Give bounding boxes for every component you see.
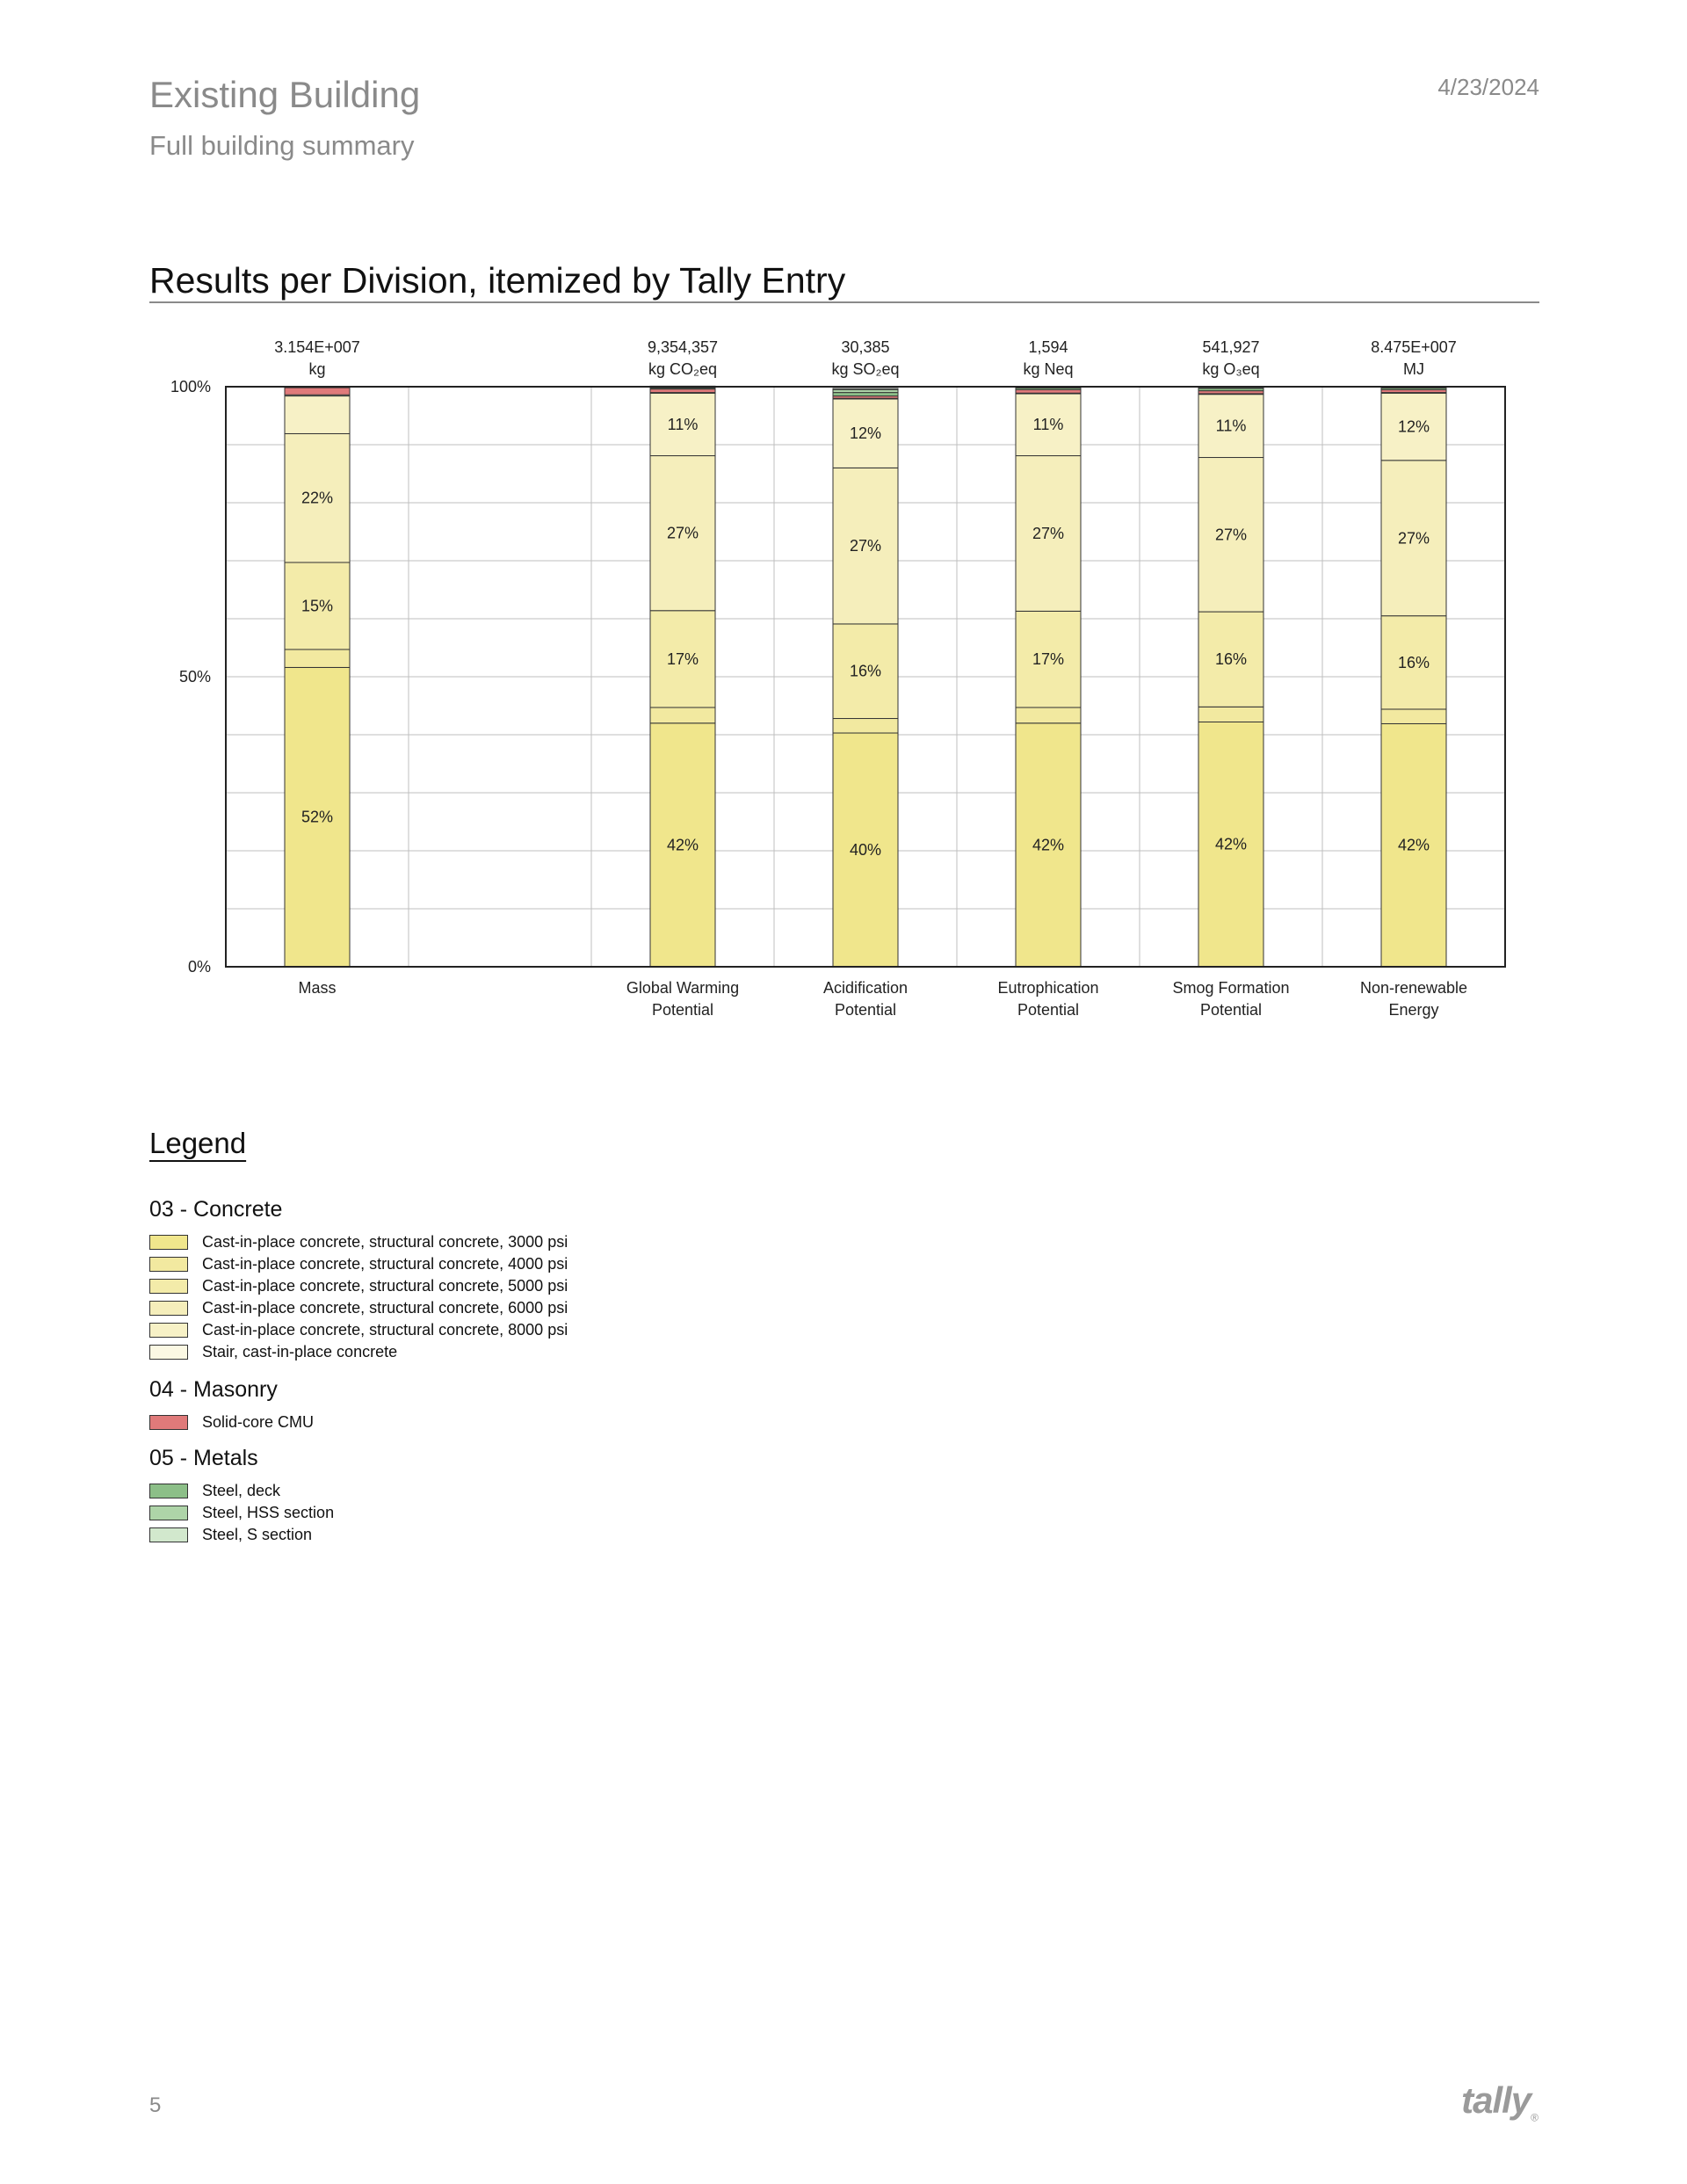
bar-data-label: 42% (1032, 836, 1065, 854)
legend-label: Cast-in-place concrete, structural concrete, 3000 psi (202, 1233, 568, 1251)
bar-segment (285, 649, 350, 667)
legend-item (149, 1341, 568, 1363)
legend-item (149, 1480, 334, 1502)
legend-swatch (149, 1484, 188, 1498)
legend-label: Cast-in-place concrete, structural concrete, 5000 psi (202, 1277, 568, 1295)
category-label: Potential (651, 1001, 714, 1019)
bar-data-label: 42% (666, 836, 699, 854)
legend-label: Cast-in-place concrete, structural concrete, 4000 psi (202, 1255, 568, 1273)
legend-item (149, 1297, 568, 1319)
category-total: 1,594 (1028, 338, 1068, 356)
bar-segment (1381, 709, 1446, 724)
report-subtitle: Full building summary (149, 130, 415, 161)
bar-segment (650, 707, 715, 723)
bar-segment (1016, 389, 1081, 393)
bar-data-label: 27% (666, 524, 699, 542)
bar-segment (650, 389, 715, 393)
bar-segment (833, 719, 898, 734)
category-total: 8.475E+007 (1371, 338, 1457, 356)
registered-mark: ® (1531, 2111, 1538, 2124)
bar-segment (833, 388, 898, 389)
legend-group-metals (149, 1446, 334, 1546)
bar-segment (1016, 707, 1081, 723)
category-unit: MJ (1403, 360, 1424, 378)
legend-swatch (149, 1279, 188, 1294)
y-tick-label: 50% (178, 668, 211, 686)
bar-data-label: 27% (1032, 524, 1065, 542)
bar-data-label: 27% (1214, 526, 1248, 544)
section-title: Results per Division, itemized by Tally Entry (149, 260, 846, 301)
legend-title: Legend (149, 1127, 247, 1159)
bar-data-label: 52% (300, 808, 334, 826)
logo-text: tally (1461, 2079, 1531, 2121)
bar-data-label: 11% (667, 415, 699, 433)
legend-swatch (149, 1235, 188, 1250)
bar-segment (1198, 707, 1263, 722)
bar-data-label: 17% (666, 649, 699, 668)
legend-swatch (149, 1323, 188, 1338)
category-total: 541,927 (1202, 338, 1260, 356)
report-date: 4/23/2024 (1437, 74, 1539, 100)
category-label: Acidification (822, 979, 909, 997)
page-number: 5 (149, 2093, 162, 2117)
legend-swatch (149, 1345, 188, 1360)
bar-data-label: 16% (849, 662, 882, 680)
report-title: Existing Building (149, 74, 421, 115)
bar-data-label: 42% (1397, 836, 1430, 854)
legend-item (149, 1319, 568, 1341)
bar-data-label: 12% (849, 424, 882, 443)
category-unit: kg Neq (1023, 360, 1074, 378)
legend-swatch (149, 1257, 188, 1272)
bar-segment (833, 393, 898, 396)
bar-data-label: 12% (1397, 417, 1430, 436)
bar-data-label: 22% (300, 489, 334, 507)
tally-logo (1461, 2079, 1538, 2123)
legend-group-title: 05 - Metals (149, 1446, 258, 1470)
bar-segment (285, 396, 350, 434)
legend-item (149, 1524, 334, 1546)
category-label: Potential (1017, 1001, 1080, 1019)
legend-label: Steel, deck (202, 1482, 281, 1499)
legend-group-title: 03 - Concrete (149, 1197, 283, 1222)
bar-data-label: 40% (849, 841, 882, 860)
y-tick-label: 0% (187, 958, 211, 976)
legend-group-masonry (149, 1377, 314, 1433)
bar-data-label: 27% (849, 537, 882, 555)
bar-data-label: 11% (1032, 416, 1064, 434)
category-unit: kg O₃eq (1202, 360, 1260, 378)
stacked-bar-chart (0, 325, 1687, 1037)
legend-item (149, 1411, 314, 1433)
legend-label: Solid-core CMU (202, 1413, 315, 1431)
category-unit: kg CO₂eq (648, 360, 718, 378)
category-total: 30,385 (841, 338, 890, 356)
bar-data-label: 11% (1215, 417, 1247, 435)
section-divider (149, 301, 1539, 303)
category-label: Global Warming (626, 979, 740, 997)
legend-swatch (149, 1506, 188, 1520)
legend-swatch (149, 1415, 188, 1430)
category-label: Eutrophication (997, 979, 1099, 997)
legend-group-concrete (149, 1197, 568, 1363)
legend-label: Cast-in-place concrete, structural concrete, 8000 psi (202, 1321, 568, 1339)
legend-label: Stair, cast-in-place concrete (202, 1343, 398, 1360)
legend-label: Cast-in-place concrete, structural concrete, 6000 psi (202, 1299, 568, 1317)
category-label: Energy (1388, 1001, 1439, 1019)
bar-data-label: 27% (1397, 529, 1430, 548)
category-unit: kg (308, 360, 326, 378)
legend-item (149, 1231, 568, 1253)
legend-label: Steel, S section (202, 1526, 313, 1543)
category-label: Potential (834, 1001, 897, 1019)
category-label: Non-renewable (1359, 979, 1468, 997)
bar-segment (285, 388, 350, 395)
category-label: Smog Formation (1172, 979, 1290, 997)
y-tick-label: 100% (170, 378, 211, 395)
legend-item (149, 1253, 568, 1275)
legend-swatch (149, 1301, 188, 1316)
bar-data-label: 16% (1397, 653, 1430, 671)
legend-label: Steel, HSS section (202, 1504, 335, 1521)
bar-data-label: 17% (1032, 650, 1065, 669)
category-unit: kg SO₂eq (831, 360, 900, 378)
bar-data-label: 42% (1214, 835, 1248, 853)
bar-data-label: 16% (1214, 650, 1248, 669)
legend-swatch (149, 1527, 188, 1542)
category-label: Potential (1199, 1001, 1263, 1019)
category-total: 9,354,357 (647, 338, 719, 356)
legend-item (149, 1502, 334, 1524)
bar-data-label: 15% (300, 597, 334, 615)
legend-item (149, 1275, 568, 1297)
category-total: 3.154E+007 (274, 338, 360, 356)
category-label: Mass (298, 979, 337, 997)
legend-group-title: 04 - Masonry (149, 1377, 278, 1402)
